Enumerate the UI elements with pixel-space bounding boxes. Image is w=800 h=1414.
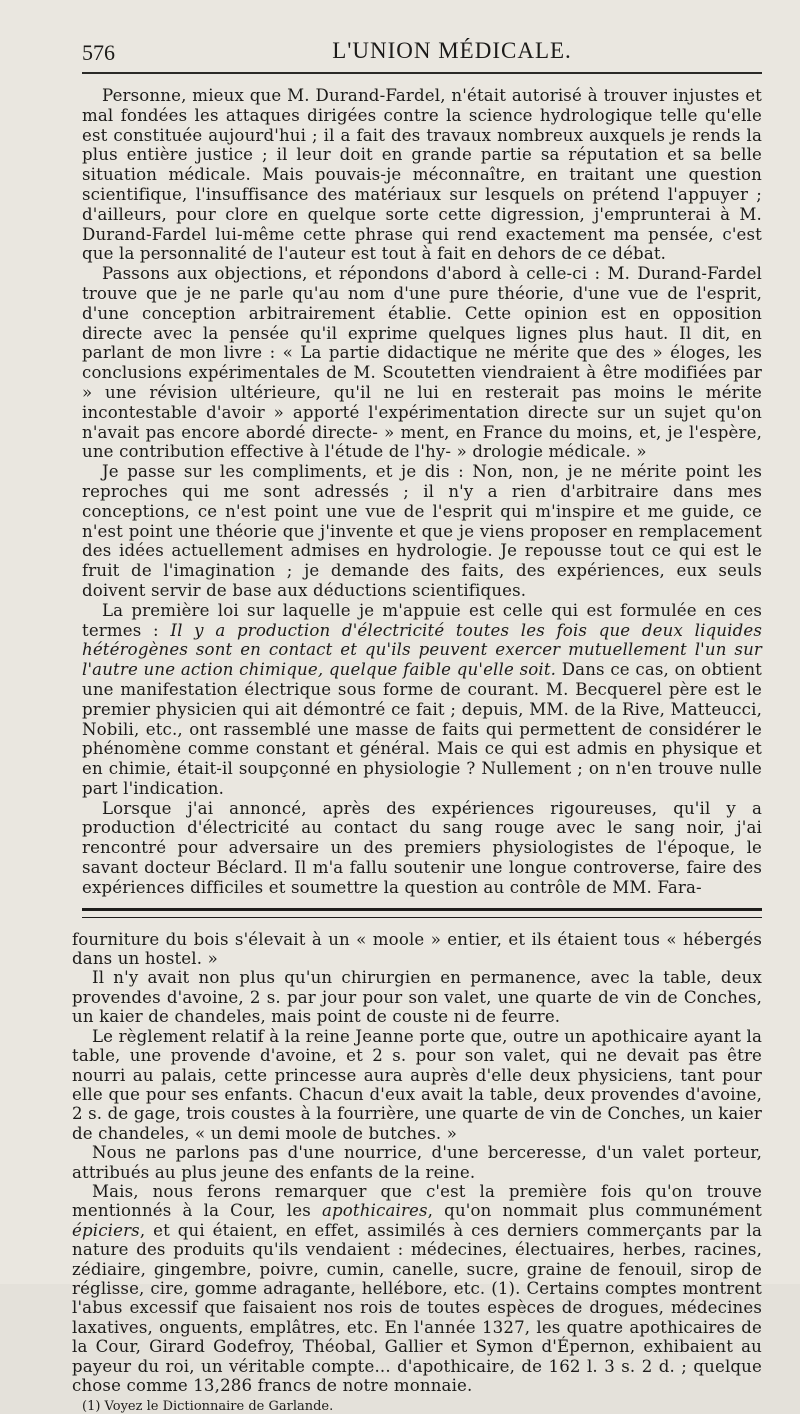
paragraph: Passons aux objections, et répondons d'abord à celle-ci : M. Durand-Fardel trouve que je ne parle qu'au nom d'une pure théorie, d'une vue de l'esprit, d'une conception arbitrairement établie. Cette opinion est en opposition directe avec la pensée qu'il exprime quelques lignes plus haut. Il dit, en parlant de mon livre : « La partie didactique ne mérite que des » éloges, les conclusions expérimentales de M. Scoutetten viendraient à être modifiées par » une révision ultérieure, qu'il ne lui en resterait pas moins le mérite incontestable d'avoir » apporté l'expérimentation directe sur un sujet qu'on n'avait pas encore abordé directe- » ment, en France du moins, et, je l'espère, une contribution effective à l'étude de l'hy- » drologie médicale. » — [82, 264, 762, 462]
paragraph: fourniture du bois s'élevait à un « moole » entier, et ils étaient tous « hébergés dans un hostel. » — [72, 929, 762, 969]
paragraph-apothicaires — [72, 1182, 762, 1395]
paragraph-law-rest: Dans ce cas, on obtient une manifestation électrique sous forme de courant. M. Becquerel père est le premier physicien qui ait démontré ce fait ; depuis, MM. de la Rive, Matteucci, Nobili, etc., ont rassemblé une masse de faits qui permettent de considérer le phénomène comme constant et général. Mais ce qui est admis en physique et en chimie, était-il soupçonné en physiologie ? Nullement ; on n'en trouve nulle part l'indication. — [82, 660, 762, 798]
running-title: L'UNION MÉDICALE. — [332, 38, 572, 63]
text-span: , et qui étaient, en effet, assimilés à ces derniers commerçants par la nature des produits qu'ils vendaient : médecines, électuaires, herbes, racines, zédiaire, gingembre, poivre, cumin, canelle, sucre, graine de fenouil, sirop de réglisse, cire, gomme adragante, hellébore, etc. (1). Certains comptes montrent l'abus excessif que faisaient nos rois de toutes espèces de drogues, médecines laxatives, onguents, emplâtres, etc. En l'année 1327, les quatre apothicaires de la Cour, Girard Godefroy, Théobal, Gallier et Symon d'Épernon, exhibaient au payeur du roi, un véritable compte... d'apothicaire, de 162 l. 3 s. 2 d. ; quelque chose comme 13,286 francs de notre monnaie. — [72, 1220, 762, 1396]
law-statement: Il y a production d'électricité toutes les fois que deux liquides hétérogènes sont en contact et qu'ils peuvent exercer mutuellement l'un sur l'autre une action chimique, quelque faible qu'elle soit. — [82, 620, 762, 680]
paragraph: Nous ne parlons pas d'une nourrice, d'une berceresse, d'un valet porteur, attribués au plus jeune des enfants de la reine. — [72, 1143, 762, 1182]
paragraph: Il n'y avait non plus qu'un chirurgien en permanence, avec la table, deux provendes d'avoine, 2 s. par jour pour son valet, une quarte de vin de Conches, un kaier de chandeles, mais point de couste ni de feurre. — [72, 968, 762, 1027]
term-apothicaires: apothicaires — [321, 1201, 428, 1221]
header-rule — [82, 72, 762, 74]
term-epiciers: épiciers — [72, 1220, 140, 1240]
paragraph: Le règlement relatif à la reine Jeanne porte que, outre un apothicaire ayant la table, une provende d'avoine, et 2 s. pour son valet, qui ne devait pas être nourri au palais, cette princesse aura auprès d'elle deux physiciens, tant pour elle que pour ses enfants. Chacun d'eux avait la table, deux provendes d'avoine, 2 s. de gage, trois coustes à la fourrière, une quarte de vin de Conches, un kaier de chandeles, « un demi moole de butches. » — [72, 1026, 763, 1143]
paragraph: Lorsque j'ai annoncé, après des expériences rigoureuses, qu'il y a production d'électricité au contact du sang rouge avec le sang noir, j'ai rencontré pour adversaire un des premiers physiologistes de l'époque, le savant docteur Béclard. Il m'a fallu soutenir une longue controverse, faire des expériences difficiles et soumettre la question au contrôle de MM. Fara- — [82, 798, 762, 897]
section-divider — [82, 908, 762, 918]
text-span: Mais, nous ferons remarquer que c'est la première fois qu'on trouve mentionnés à la Cour, les — [72, 1181, 762, 1221]
page-header — [82, 0, 762, 65]
paragraph-law-intro: La première loi sur laquelle je m'appuie est celle qui est formulée en ces termes : — [82, 600, 762, 640]
paragraph: Personne, mieux que M. Durand-Fardel, n'était autorisé à trouver injustes et mal fondées les attaques dirigées contre la science hydrologique telle qu'elle est constituée aujourd'hui ; il a fait des travaux nombreux auxquels je rends la plus entière justice ; il leur doit en grande partie sa réputation et sa belle situation médicale. Mais pouvais-je méconnaître, en traitant une question scientifique, l'insuffisance des matériaux sur lesquels on prétend l'appuyer ; d'ailleurs, pour clore en quelque sorte cette digression, j'emprunterai à M. Durand-Fardel lui-même cette phrase qui rend exactement ma pensée, c'est que la personnalité de l'auteur est tout à fait en dehors de ce débat. — [82, 86, 762, 264]
page-number: 576 — [82, 40, 115, 65]
paragraph: Je passe sur les compliments, et je dis : Non, non, je ne mérite point les reproches qui me sont adressés ; il n'y a rien d'arbitraire dans mes conceptions, ce n'est point une vue de l'esprit qui m'inspire et me guide, ce n'est point une théorie que j'invente et que je viens proposer en remplacement des idées actuellement admises en hydrologie. Je repousse tout ce qui est le fruit de l'imagination ; je demande des faits, des expériences, eux seuls doivent servir de base aux déductions scientifiques. — [82, 462, 762, 600]
article-lower — [72, 930, 762, 1414]
text-span: , qu'on nommait plus communément — [427, 1201, 762, 1221]
article-upper — [82, 86, 762, 898]
footnote: (1) Voyez le Dictionnaire de Garlande. — [82, 1399, 334, 1414]
paragraph-law — [82, 601, 762, 799]
